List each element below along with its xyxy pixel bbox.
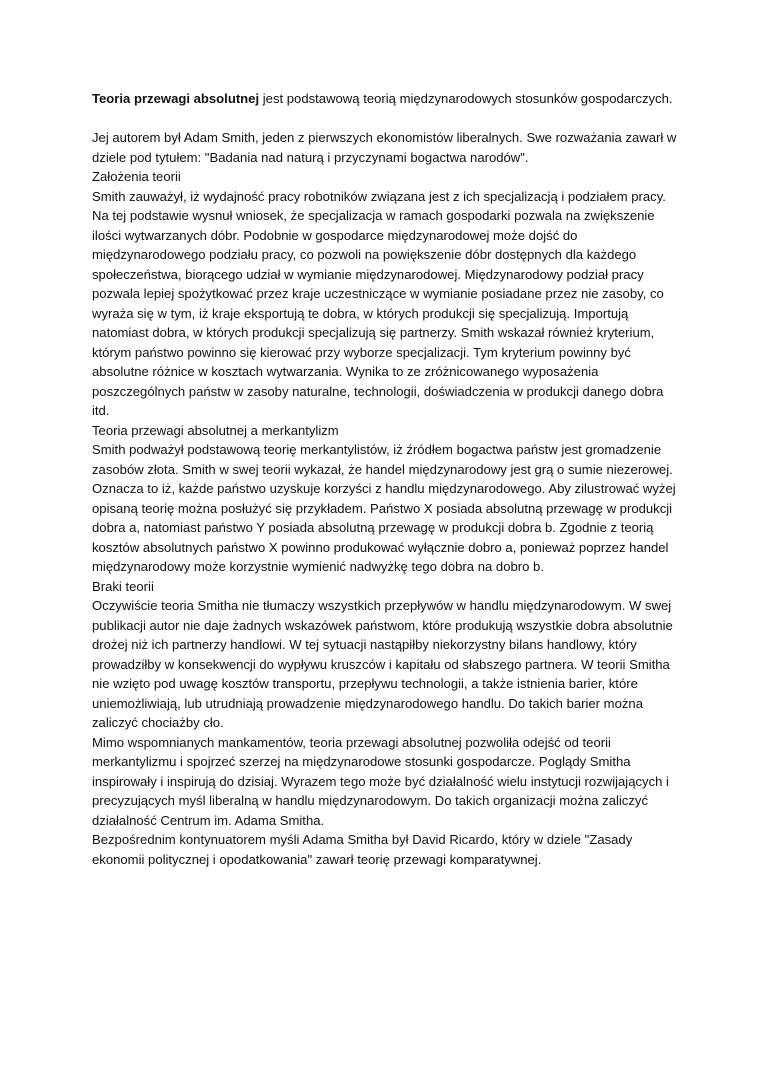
section-body-shortcomings: Oczywiście teoria Smitha nie tłumaczy wszystkich przepływów w handlu międzynarodowym. W swej publikacji autor nie daje żadnych wskazówek państwom, które produkują wszystkie dobra absolutnie drożej niż ich partnerzy handlowi. W tej sytuacji nastąpiłby niekorzystny bilans handlowy, który prowadziłby w konsekwencji do wypływu kruszców i kapitału od słabszego partnera. W teorii Smitha nie wzięto pod uwagę kosztów transportu, przepływu technologii, a także istnienia barier, które uniemożliwiają, lub utrudniają prowadzenie międzynarodowego handlu. Do takich barier można zaliczyć chociażby cło. xyxy=(92,598,673,730)
section-heading-mercantilism: Teoria przewagi absolutnej a merkantylizm xyxy=(92,422,339,438)
intro-rest: jest podstawową teorią międzynarodowych stosunków gospodarczych. xyxy=(259,91,673,106)
intro-bold-term: Teoria przewagi absolutnej xyxy=(92,91,260,106)
section-heading-assumptions: Założenia teorii xyxy=(92,169,181,184)
final-paragraph: Bezpośrednim kontynuatorem myśli Adama Smitha był David Ricardo, który w dziele "Zasady ekonomii politycznej i opodatkowania" zawarł teorię przewagi komparatywnej. xyxy=(92,832,633,867)
section-body-assumptions: Smith zauważył, iż wydajność pracy robotników związana jest z ich specjalizacją i podziałem pracy. Na tej podstawie wysnuł wniosek, że specjalizacja w ramach gospodarki pozwala na zwiększenie ilości wytwarzanych dóbr. Podobnie w gospodarce międzynarodowej może dojść do międzynarodowego podziału pracy, co pozwoli na powiększenie dóbr dostępnych dla każdego społeczeństwa, biorącego udział w wymianie międzynarodowej. Międzynarodowy podział pracy pozwala lepiej spożytkować przez kraje uczestniczące w wymianie posiadane przez nie zasoby, co wyraża się w tym, iż kraje eksportują te dobra, w których produkcji się specjalizują. Importują natomiast dobra, w których produkcji specjalizują się partnerzy. Smith wskazał również kryterium, którym państwo powinno się kierować przy wyborze specjalizacji. Tym kryterium powinny być absolutne różnice w kosztach wytwarzania. Wynika to ze zróżnicowanego wyposażenia poszczególnych państw w zasoby naturalne, technologii, doświadczenia w produkcji danego dobra itd. xyxy=(92,188,666,418)
section-heading-shortcomings: Braki teorii xyxy=(92,578,154,594)
intro-paragraph xyxy=(92,89,682,109)
section-body-mercantilism: Smith podważył podstawową teorię merkantylistów, iż źródłem bogactwa państw jest gromadzenie zasobów złota. Smith w swej teorii wykazał, że handel międzynarodowy jest grą o sumie niezerowej. Oznacza to iż, każde państwo uzyskuje korzyści z handlu międzynarodowego. Aby zilustrować wyżej opisaną teorię można posłużyć się przykładem. Państwo X posiada absolutną przewagę w produkcji dobra a, natomiast państwo Y posiada absolutną przewagę w produkcji dobra b. Zgodnie z teorią kosztów absolutnych państwo X powinno produkować wyłącznie dobro a, ponieważ poprzez handel międzynarodowy może korzystnie wymienić nadwyżkę tego dobra na dobro b. xyxy=(92,442,676,574)
closing-paragraph: Mimo wspomnianych mankamentów, teoria przewagi absolutnej pozwoliła odejść od teorii merkantylizmu i spojrzeć szerzej na międzynarodowe stosunki gospodarcze. Poglądy Smitha inspirowały i inspirują do dzisiaj. Wyrazem tego może być działalność wielu instytucji rozwijających i precyzujących myśl liberalną w handlu międzynarodowym. Do takich organizacji można zaliczyć działalność Centrum im. Adama Smitha. xyxy=(92,734,669,828)
author-paragraph: Jej autorem był Adam Smith, jeden z pierwszych ekonomistów liberalnych. Swe rozważania zawarł w dziele pod tytułem: "Badania nad naturą i przyczynami bogactwa narodów". xyxy=(92,130,677,165)
document-body xyxy=(92,89,682,869)
